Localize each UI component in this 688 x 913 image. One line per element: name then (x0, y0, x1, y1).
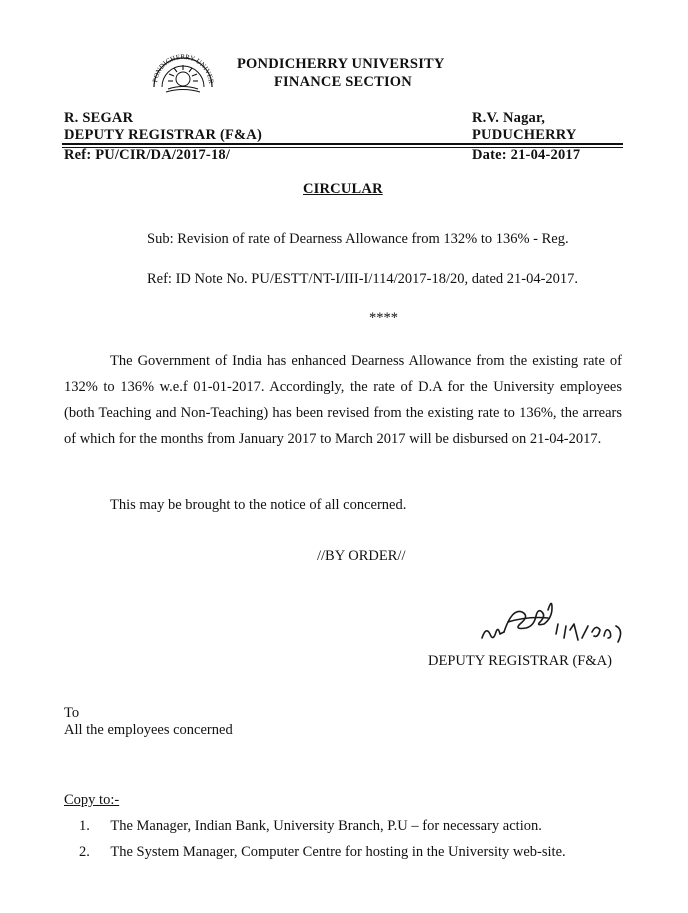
sender-title: DEPUTY REGISTRAR (F&A) (64, 127, 263, 143)
list-item-text: The System Manager, Computer Centre for hosting in the University web-site. (110, 844, 566, 860)
header-rule-top (62, 143, 623, 145)
list-item-text: The Manager, Indian Bank, University Branch, P.U – for necessary action. (110, 818, 542, 834)
copy-to-label: Copy to:- (64, 792, 120, 808)
sender-name: R. SEGAR (64, 110, 134, 126)
notice-line: This may be brought to the notice of all concerned. (110, 497, 407, 513)
list-item-number: 1. (79, 818, 90, 834)
by-order: //BY ORDER// (317, 548, 406, 564)
body-paragraph (64, 348, 622, 452)
location-line1: R.V. Nagar, (472, 110, 546, 126)
to-label: To (64, 705, 80, 721)
org-name: PONDICHERRY UNIVERSITY (237, 56, 445, 72)
separator: **** (369, 310, 398, 326)
reference-line: Ref: ID Note No. PU/ESTT/NT-I/III-I/114/2017-18/20, dated 21-04-2017. (147, 271, 579, 287)
list-item (79, 839, 566, 865)
circular-title: CIRCULAR (303, 181, 383, 197)
list-item-number: 2. (79, 844, 90, 860)
university-seal (148, 47, 218, 95)
signatory-title: DEPUTY REGISTRAR (F&A) (428, 653, 612, 669)
list-item (79, 813, 542, 839)
to-recipients: All the employees concerned (64, 722, 233, 738)
handwritten-signature (478, 588, 628, 652)
section-name: FINANCE SECTION (274, 74, 412, 90)
location-line2: PUDUCHERRY (472, 127, 577, 143)
body-paragraph-text: The Government of India has enhanced Dearness Allowance from the existing rate of 132% to 136% w.e.f 01-01-2017. Accordingly, the rate of D.A for the University employees (both Teaching and Non-Teaching) has been revised from the existing rate to 136%, the arrears of which for the months from January 2017 to March 2017 will be disbursed on 21-04-2017. (64, 353, 622, 447)
ref-number: Ref: PU/CIR/DA/2017-18/ (64, 147, 231, 163)
seal-text: PONDICHERRY UNIVER (151, 52, 216, 85)
subject-line: Sub: Revision of rate of Dearness Allowance from 132% to 136% - Reg. (147, 231, 569, 247)
circular-date: Date: 21-04-2017 (472, 147, 581, 163)
